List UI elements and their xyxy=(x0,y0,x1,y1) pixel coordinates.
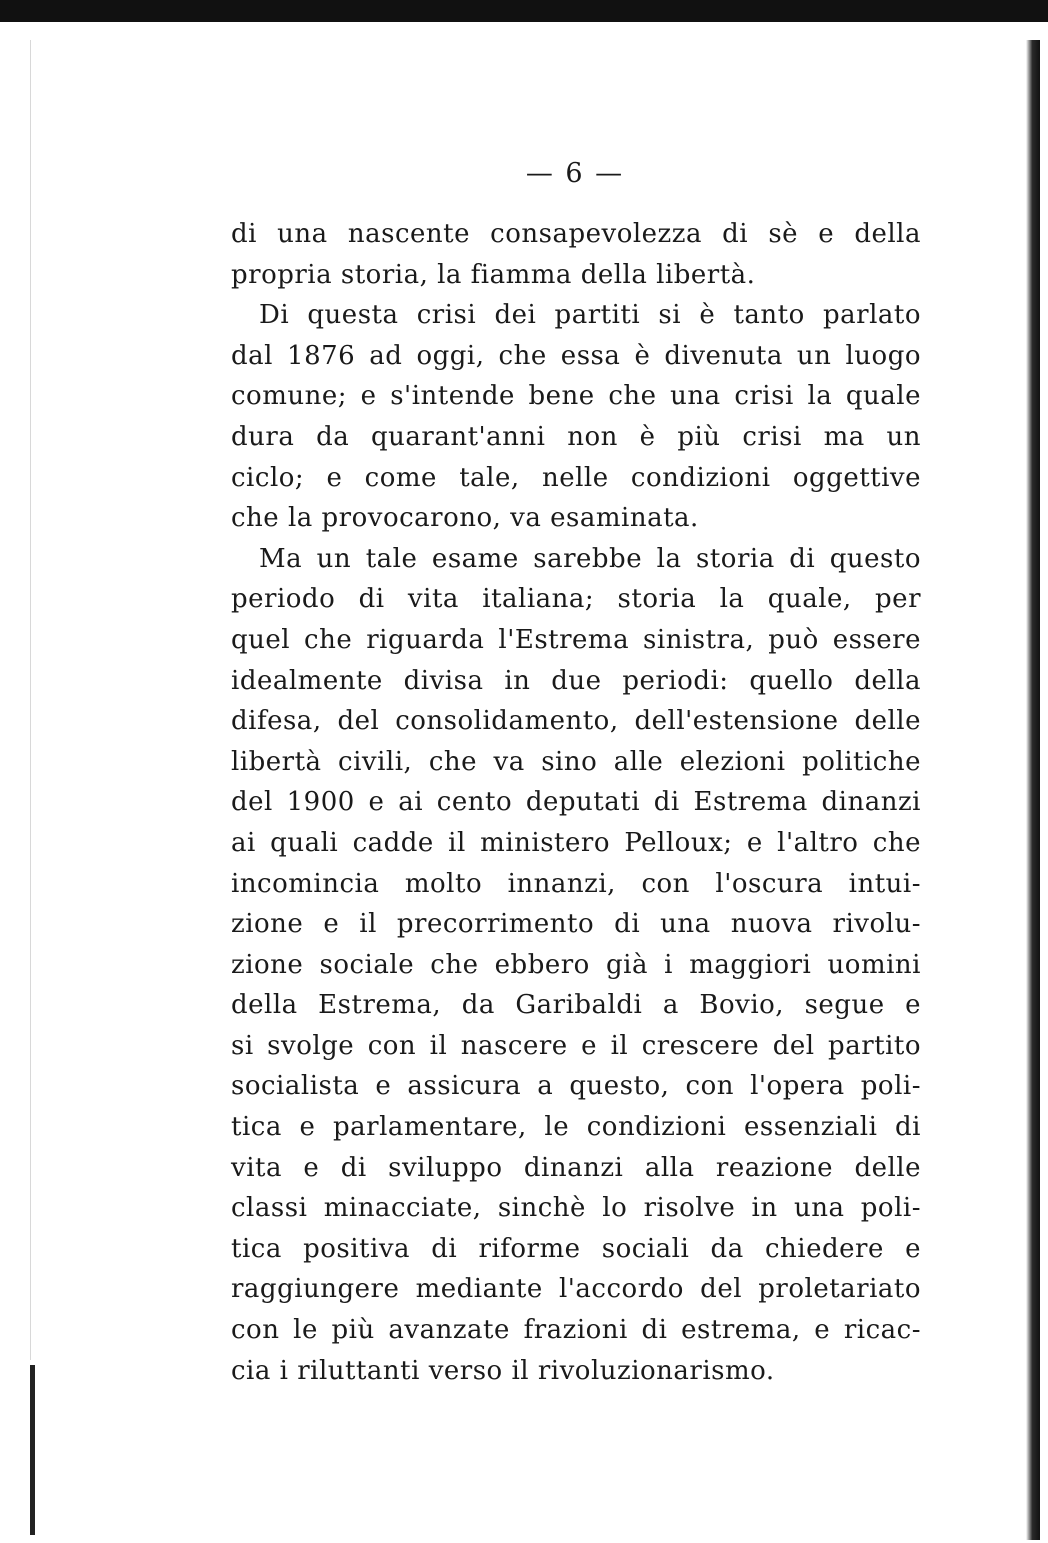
text-line: propria storia, la fiamma della libertà. xyxy=(231,259,756,290)
text-line: periodo di vita italiana; storia la quale, per xyxy=(231,584,921,615)
text-line: zione sociale che ebbero già i maggiori uomini xyxy=(231,949,921,980)
text-line: raggiungere mediante l'accordo del proletariato xyxy=(231,1274,921,1305)
text-line: con le più avanzate frazioni di estrema, e ricac- xyxy=(231,1315,921,1346)
scan-left-line xyxy=(30,40,31,1360)
text-line: del 1900 e ai cento deputati di Estrema dinanzi xyxy=(231,787,921,818)
page-number: — 6 — xyxy=(525,158,625,189)
text-line: vita e di sviluppo dinanzi alla reazione delle xyxy=(231,1152,921,1183)
text-line: si svolge con il nascere e il crescere del partito xyxy=(231,1030,921,1061)
text-line: tica positiva di riforme sociali da chiedere e xyxy=(231,1233,921,1264)
text-line: di una nascente consapevolezza di sè e della xyxy=(231,219,921,249)
text-line: ciclo; e come tale, nelle condizioni oggettive xyxy=(231,462,921,493)
text-line: comune; e s'intende bene che una crisi la quale xyxy=(231,381,921,412)
text-line: che la provocarono, va esaminata. xyxy=(231,503,699,534)
text-line: dal 1876 ad oggi, che essa è divenuta un luogo xyxy=(231,340,921,371)
text-line: tica e parlamentare, le condizioni essenziali di xyxy=(231,1112,921,1143)
scan-left-mark xyxy=(30,1365,35,1535)
scan-right-edge xyxy=(1026,40,1040,1540)
text-line: zione e il precorrimento di una nuova rivolu- xyxy=(231,909,921,940)
text-line: Di questa crisi dei partiti si è tanto parlato xyxy=(259,300,921,331)
body-text xyxy=(231,214,921,1391)
text-line: incomincia molto innanzi, con l'oscura intui- xyxy=(231,868,921,899)
text-line: socialista e assicura a questo, con l'opera poli- xyxy=(231,1071,921,1102)
text-line: libertà civili, che va sino alle elezioni politiche xyxy=(231,746,921,777)
text-line: ai quali cadde il ministero Pelloux; e l'altro che xyxy=(231,827,921,858)
text-line: della Estrema, da Garibaldi a Bovio, segue e xyxy=(231,990,921,1021)
text-line: classi minacciate, sinchè lo risolve in una poli- xyxy=(231,1193,921,1224)
text-line: difesa, del consolidamento, dell'estensione delle xyxy=(231,706,921,737)
text-line: quel che riguarda l'Estrema sinistra, può essere xyxy=(231,624,921,655)
scan-top-edge xyxy=(0,0,1048,22)
text-line: cia i riluttanti verso il rivoluzionarismo. xyxy=(231,1355,775,1386)
text-line: dura da quarant'anni non è più crisi ma un xyxy=(231,421,921,452)
text-line: idealmente divisa in due periodi: quello della xyxy=(231,665,921,696)
text-line: Ma un tale esame sarebbe la storia di questo xyxy=(259,543,921,574)
